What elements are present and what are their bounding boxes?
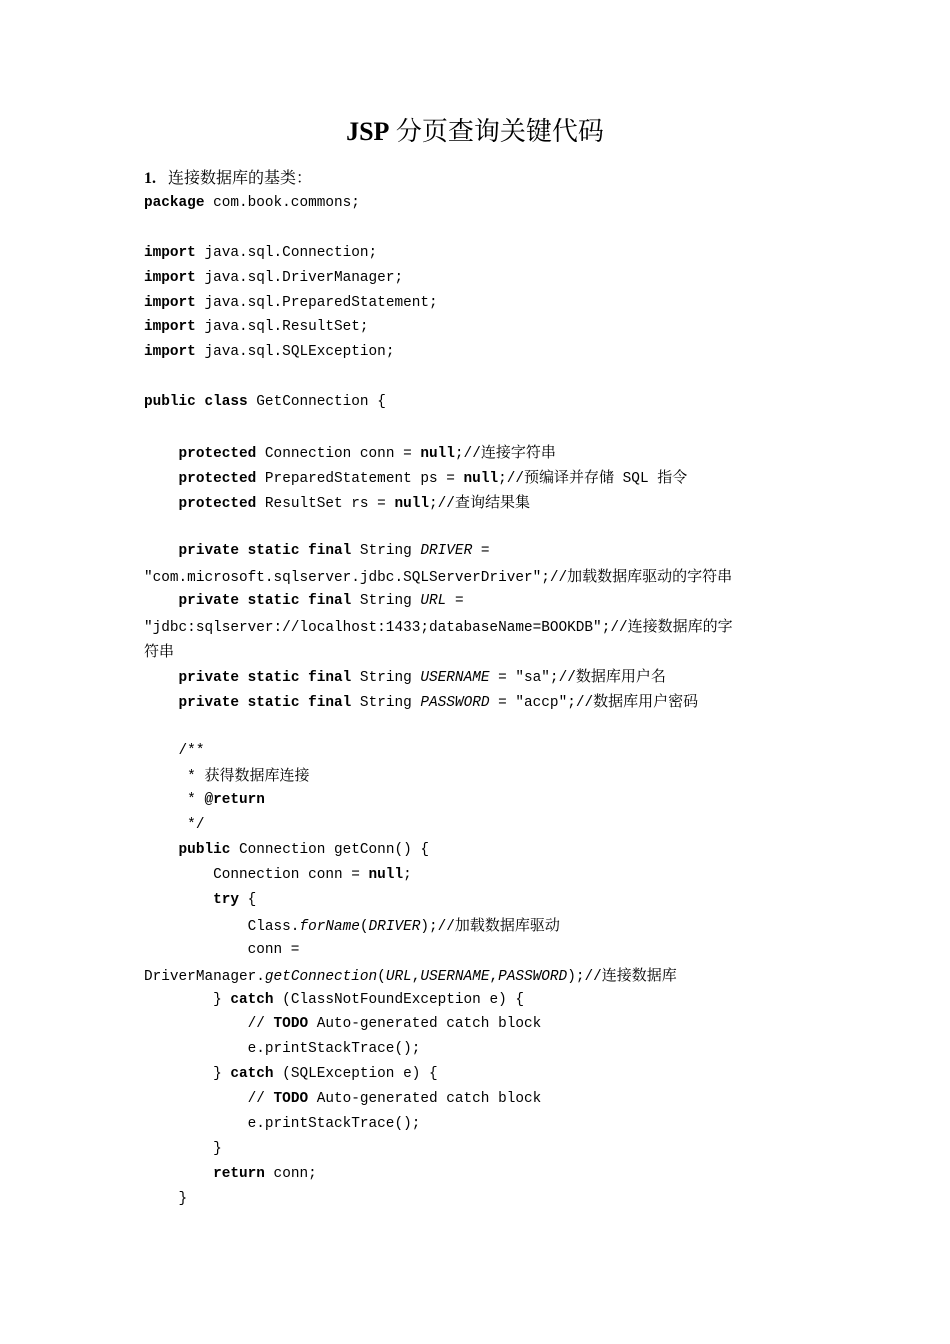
code-token: protected	[178, 495, 257, 512]
code-token: Class.	[144, 918, 300, 935]
code-token: conn;	[264, 1165, 317, 1182]
code-token	[144, 496, 179, 512]
code-token: Auto-generated catch block	[308, 1091, 542, 1108]
code-token: public	[144, 394, 196, 411]
code-token: =	[446, 593, 464, 610]
code-token: ,	[489, 968, 499, 985]
code-token: final	[308, 694, 352, 711]
code-line	[144, 1112, 844, 1137]
code-token: 数据库用户名	[575, 666, 666, 685]
code-token: Connection getConn() {	[230, 842, 429, 859]
code-token: private	[178, 593, 239, 610]
code-token: "jdbc:sqlserver://localhost:1433;databaseName=BOOKDB";//	[144, 620, 628, 637]
code-line	[144, 1137, 844, 1162]
code-token: }	[144, 991, 231, 1008]
code-token: URL	[385, 968, 412, 985]
code-token: static	[247, 694, 300, 711]
code-token	[299, 543, 308, 559]
code-token: {	[239, 891, 257, 908]
code-token: final	[308, 593, 352, 610]
code-token: e.printStackTrace();	[144, 1041, 421, 1058]
code-line	[144, 415, 844, 440]
code-line	[144, 763, 844, 788]
section-heading	[144, 168, 312, 190]
code-token: *	[144, 792, 205, 809]
code-token	[239, 695, 248, 711]
code-token: Connection conn =	[256, 445, 421, 462]
code-token: ;//	[454, 445, 481, 462]
code-token: null	[463, 470, 499, 487]
code-line	[144, 390, 844, 415]
code-token: SQL	[614, 470, 658, 487]
code-token: String	[351, 593, 421, 610]
code-token: null	[394, 495, 430, 512]
code-line	[144, 315, 844, 340]
code-line	[144, 216, 844, 241]
code-token: class	[204, 394, 248, 411]
code-token: import	[144, 344, 196, 361]
code-token: protected	[178, 445, 257, 462]
code-line	[144, 838, 844, 863]
code-token	[144, 842, 179, 858]
code-token: PreparedStatement ps =	[256, 470, 464, 487]
code-line	[144, 639, 844, 664]
code-token: }	[144, 1190, 188, 1207]
code-line	[144, 988, 844, 1013]
code-token: TODO	[273, 1091, 309, 1108]
code-line	[144, 490, 844, 515]
code-token: import	[144, 269, 196, 286]
code-line	[144, 813, 844, 838]
code-line	[144, 664, 844, 689]
code-line	[144, 714, 844, 739]
code-token: final	[308, 669, 352, 686]
code-token: catch	[230, 991, 274, 1008]
code-token: (	[359, 918, 369, 935]
code-token: /**	[144, 742, 205, 759]
code-line	[144, 191, 844, 216]
code-token: protected	[178, 470, 257, 487]
code-token: conn =	[144, 941, 300, 958]
code-token: try	[213, 891, 240, 908]
code-token: 指令	[657, 467, 688, 486]
code-token: final	[308, 543, 352, 560]
code-token: String	[351, 543, 421, 560]
code-token: 数据库用户密码	[593, 691, 699, 710]
code-token: *	[144, 769, 205, 786]
code-line	[144, 1187, 844, 1212]
code-token: ;//	[429, 495, 455, 512]
code-token: Auto-generated catch block	[308, 1016, 542, 1033]
code-token: = "sa";//	[489, 669, 576, 686]
code-token: = "accp";//	[489, 694, 594, 711]
code-token: );//	[567, 968, 602, 985]
code-token: java.sql.DriverManager;	[195, 269, 404, 286]
code-line	[144, 689, 844, 714]
code-line	[144, 963, 844, 988]
code-token	[239, 670, 248, 686]
section-title: 连接数据库的基类：	[168, 170, 313, 187]
code-token: //	[144, 1016, 274, 1033]
code-line	[144, 888, 844, 913]
title-text: 分页查询关键代码	[395, 117, 604, 146]
code-token	[144, 471, 179, 487]
code-token	[299, 695, 308, 711]
code-line	[144, 291, 844, 316]
code-token: 连接数据库的字	[627, 617, 733, 636]
code-token: @return	[204, 792, 265, 809]
code-token: (	[377, 968, 386, 985]
code-token: com.book.commons;	[204, 195, 360, 211]
code-token: java.sql.ResultSet;	[195, 319, 369, 336]
code-token	[144, 892, 213, 908]
code-line	[144, 1162, 844, 1187]
code-token: DriverManager.	[144, 968, 265, 985]
code-token: 查询结果集	[454, 492, 530, 511]
code-line	[144, 365, 844, 390]
code-token: URL	[420, 593, 447, 610]
code-token	[299, 670, 308, 686]
code-token: forName	[299, 918, 360, 935]
code-token: }	[144, 1066, 231, 1083]
title-bold: JSP	[346, 117, 390, 146]
code-token: ;	[403, 867, 412, 884]
code-line	[144, 863, 844, 888]
code-token	[144, 695, 179, 711]
code-token	[144, 543, 179, 559]
code-token: ,	[411, 968, 421, 985]
code-token: 预编译并存储	[524, 467, 615, 486]
code-token: import	[144, 244, 196, 261]
code-token: 连接字符串	[480, 442, 556, 461]
code-token	[144, 670, 179, 686]
code-line	[144, 913, 844, 938]
code-token: static	[247, 669, 300, 686]
code-line	[144, 1062, 844, 1087]
code-token: TODO	[273, 1016, 309, 1033]
code-token: String	[351, 694, 421, 711]
code-token: DRIVER	[368, 918, 421, 935]
section-number: 1.	[144, 170, 156, 187]
code-line	[144, 1037, 844, 1062]
code-token: ResultSet rs =	[256, 495, 395, 512]
code-token: null	[420, 445, 455, 462]
code-token: static	[247, 543, 300, 560]
code-token	[144, 593, 179, 609]
code-token: null	[368, 867, 404, 884]
code-listing	[144, 191, 844, 1212]
code-line	[144, 788, 844, 813]
code-token: import	[144, 319, 196, 336]
code-token: 加载数据库驱动	[454, 915, 560, 934]
code-line	[144, 266, 844, 291]
code-line	[144, 1087, 844, 1112]
code-token: PASSWORD	[498, 968, 568, 985]
code-token: static	[247, 593, 300, 610]
code-token: private	[178, 694, 239, 711]
code-token: e.printStackTrace();	[144, 1115, 421, 1132]
code-token: 获得数据库连接	[204, 766, 310, 785]
code-token: catch	[230, 1066, 274, 1083]
document-title	[0, 114, 950, 150]
code-token: (SQLException e) {	[273, 1066, 438, 1083]
code-token: ;//	[498, 470, 525, 487]
code-token: USERNAME	[420, 968, 490, 985]
code-token: DRIVER	[420, 543, 473, 560]
code-line	[144, 589, 844, 614]
code-line	[144, 614, 844, 639]
code-token: String	[351, 669, 421, 686]
code-token: return	[213, 1165, 265, 1182]
code-line	[144, 739, 844, 764]
code-token: java.sql.PreparedStatement;	[195, 294, 438, 311]
code-line	[144, 938, 844, 963]
code-token	[299, 593, 308, 609]
code-token	[239, 593, 248, 609]
code-token: "com.microsoft.sqlserver.jdbc.SQLServerDriver";//	[144, 570, 568, 587]
code-token: //	[144, 1091, 274, 1108]
code-line	[144, 440, 844, 465]
code-line	[144, 465, 844, 490]
code-token: package	[144, 195, 205, 211]
code-token: =	[472, 543, 490, 560]
code-line	[144, 539, 844, 564]
code-token	[144, 1166, 213, 1182]
code-token: java.sql.Connection;	[195, 244, 378, 261]
code-token: import	[144, 294, 196, 311]
code-token: 加载数据库驱动的字符串	[567, 567, 733, 586]
code-token: }	[144, 1140, 222, 1157]
code-token	[144, 446, 179, 462]
code-token: GetConnection {	[247, 394, 386, 411]
code-token: private	[178, 669, 239, 686]
code-token: getConnection	[264, 968, 378, 985]
code-token: PASSWORD	[420, 694, 490, 711]
code-token: USERNAME	[420, 669, 490, 686]
code-token: private	[178, 543, 239, 560]
code-line	[144, 515, 844, 540]
code-line	[144, 340, 844, 365]
code-token: 连接数据库	[601, 965, 677, 984]
code-token: */	[144, 817, 205, 834]
code-token: public	[178, 842, 231, 859]
code-token: (ClassNotFoundException e) {	[273, 991, 524, 1008]
code-token: java.sql.SQLException;	[195, 344, 395, 361]
code-token: Connection conn =	[144, 867, 369, 884]
code-token: 符串	[144, 642, 175, 661]
code-line	[144, 1012, 844, 1037]
code-token	[239, 543, 248, 559]
code-token: );//	[420, 918, 455, 935]
code-line	[144, 241, 844, 266]
code-line	[144, 564, 844, 589]
